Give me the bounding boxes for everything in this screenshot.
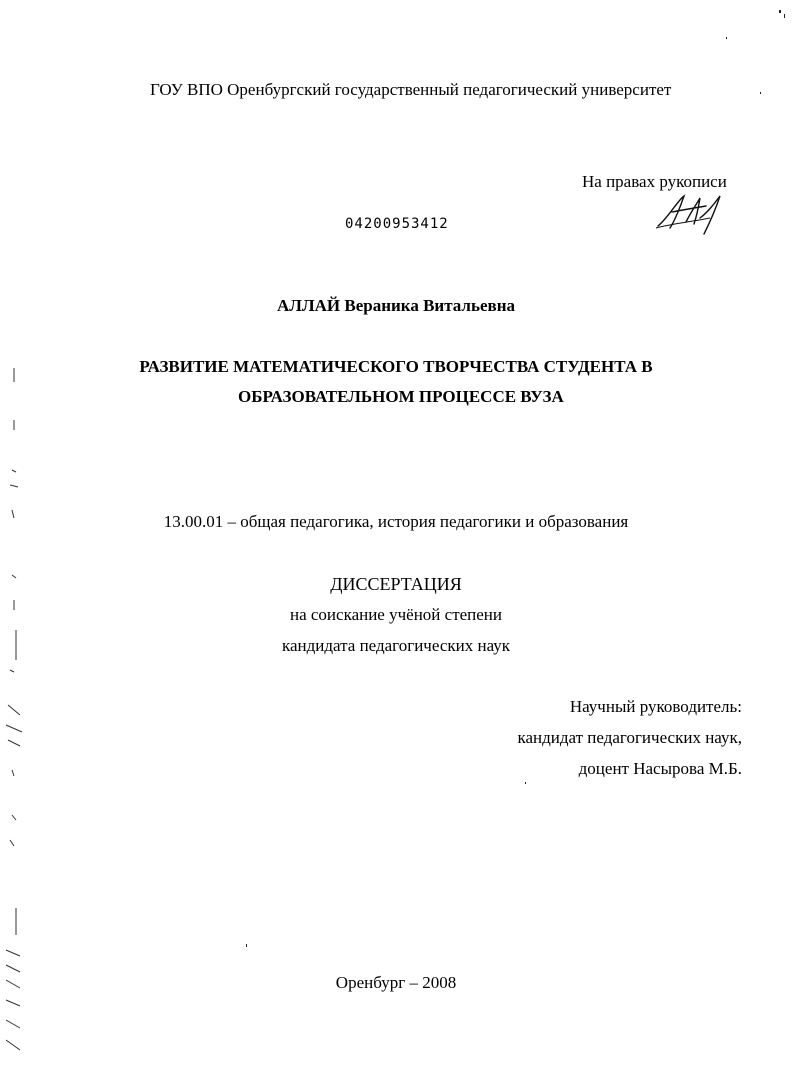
document-type: ДИССЕРТАЦИЯ [330, 574, 462, 594]
scan-speck [779, 10, 781, 13]
supervisor-degree: кандидат педагогических наук, [517, 728, 742, 747]
degree-line-2: кандидата педагогических наук [281, 636, 511, 655]
thesis-title-line-1: РАЗВИТИЕ МАТЕМАТИЧЕСКОГО ТВОРЧЕСТВА СТУДЕНТА В [139, 357, 653, 376]
scan-edge-artifact [0, 360, 26, 1060]
place-and-year: Оренбург – 2008 [335, 973, 457, 992]
supervisor-label: Научный руководитель: [569, 697, 742, 716]
degree-line-1: на соискание учёной степени [289, 605, 503, 624]
thesis-title-line-2: ОБРАЗОВАТЕЛЬНОМ ПРОЦЕССЕ ВУЗА [238, 387, 564, 406]
scan-speck [760, 92, 761, 94]
manuscript-note: На правах рукописи [582, 172, 727, 191]
supervisor-name: доцент Насырова М.Б. [578, 759, 742, 778]
author-name: АЛЛАЙ Вераника Витальевна [277, 296, 515, 315]
catalog-number: 04200953412 [345, 216, 449, 232]
scan-speck [246, 944, 247, 947]
scan-speck [726, 37, 727, 39]
scan-speck [784, 14, 785, 18]
institution-name: ГОУ ВПО Оренбургский государственный педагогический университет [150, 80, 672, 99]
scan-speck [525, 782, 526, 784]
signature-icon [650, 188, 730, 238]
specialty-code: 13.00.01 – общая педагогика, история педагогики и образования [163, 512, 629, 531]
